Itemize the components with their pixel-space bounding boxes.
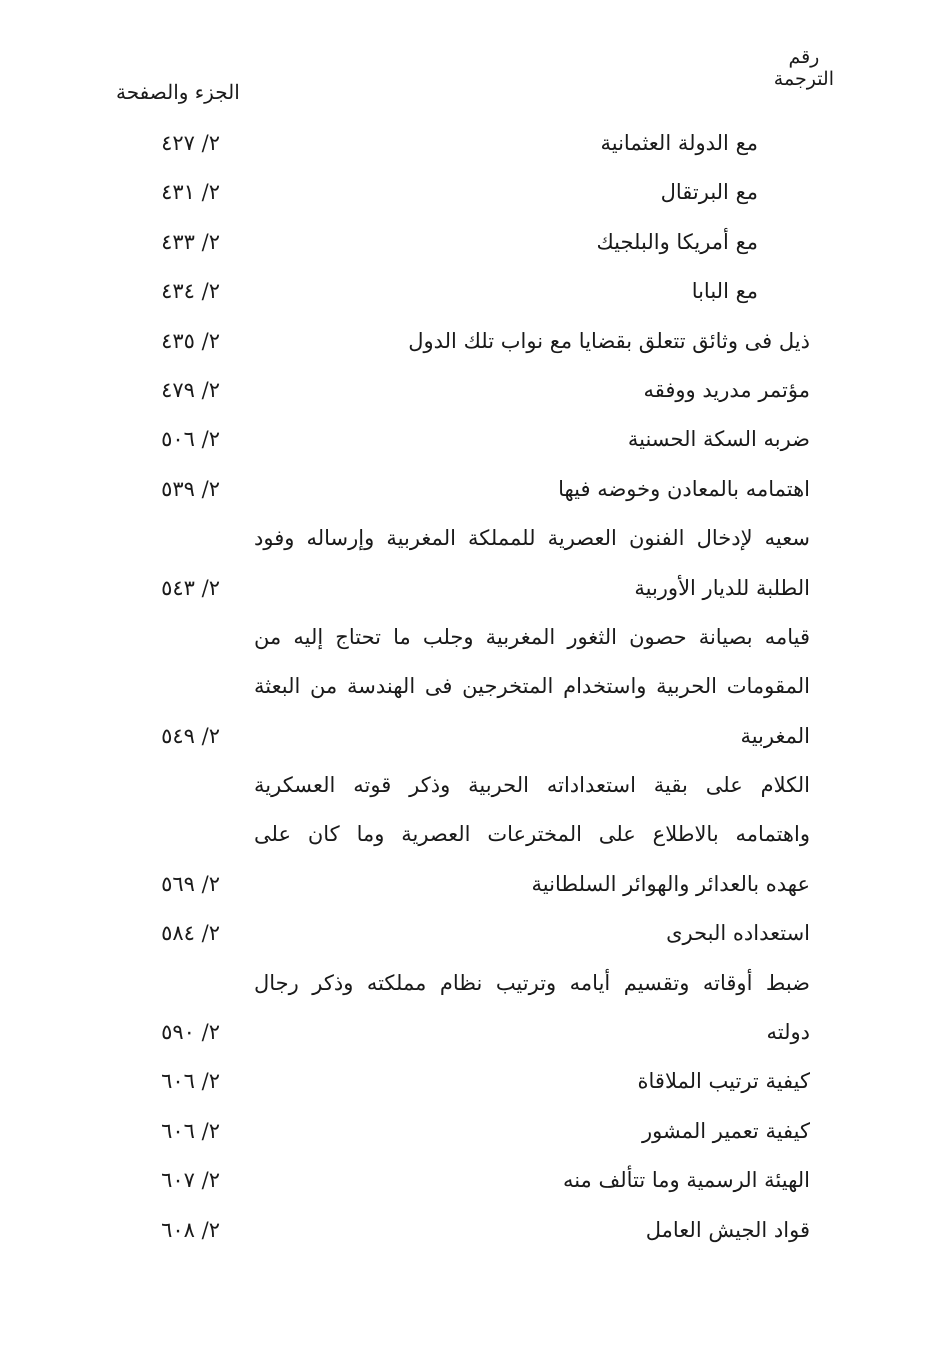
- entry-page: ٢/ ٦٠٦: [161, 1069, 220, 1094]
- toc-entry: [0, 316, 938, 365]
- entry-title: كيفية ترتيب الملاقاة: [637, 1069, 810, 1094]
- toc-entry: [0, 414, 938, 463]
- toc-entry: [0, 760, 938, 809]
- entry-title: الهيئة الرسمية وما تتألف منه: [562, 1168, 810, 1193]
- entry-title: اهتمامه بالمعادن وخوضه فيها: [558, 476, 810, 501]
- entry-page: ٢/ ٤٢٧: [161, 131, 220, 155]
- entry-title: المقومات الحربية واستخدام المتخرجين فى الهندسة من البعثة: [254, 674, 810, 699]
- toc-entry: [0, 1106, 938, 1155]
- entry-page: ٢/ ٤٣٤: [161, 279, 220, 304]
- toc-entry: [0, 711, 938, 760]
- toc-entry: [0, 266, 938, 315]
- toc-entry: [0, 661, 938, 710]
- column-header-translation-number: [774, 46, 834, 90]
- entry-page: ٢/ ٦٠٦: [161, 1118, 220, 1143]
- entry-title: مع الدولة العثمانية: [600, 131, 758, 155]
- table-of-contents: [0, 118, 938, 1254]
- header-number-line1: رقم: [788, 46, 820, 68]
- entry-title: مع البابا: [691, 279, 758, 304]
- entry-page: ٢/ ٦٠٧: [161, 1168, 220, 1193]
- toc-entry: [0, 217, 938, 266]
- entry-title: قواد الجيش العامل: [645, 1217, 810, 1242]
- toc-entry: [0, 513, 938, 562]
- toc-entry: [0, 167, 938, 216]
- toc-entry: [0, 563, 938, 612]
- toc-entry: [0, 612, 938, 661]
- entry-page: ٢/ ٤٧٩: [161, 377, 220, 402]
- entry-title: واهتمامه بالاطلاع على المخترعات العصرية وما كان على: [254, 822, 810, 847]
- toc-entry: [0, 1205, 938, 1254]
- toc-entry: [0, 859, 938, 908]
- entry-page: ٢/ ٥٦٩: [161, 871, 220, 896]
- entry-title: عهده بالعدائر والهوائر السلطانية: [531, 871, 810, 896]
- entry-title: المغربية: [740, 723, 810, 748]
- entry-title: سعيه لإدخال الفنون العصرية للمملكة المغربية وإرساله وفود: [254, 526, 810, 551]
- entry-title: ضربه السكة الحسنية: [627, 427, 810, 452]
- toc-entry: [0, 1056, 938, 1105]
- entry-title: دولته: [766, 1020, 810, 1045]
- column-header-volume-page: الجزء والصفحة: [116, 80, 240, 104]
- entry-title: ضبط أوقاته وتقسيم أيامه وترتيب نظام مملكته وذكر رجال: [254, 970, 810, 995]
- entry-title: قيامه بصيانة حصون الثغور المغربية وجلب ما تحتاج إليه من: [254, 624, 810, 649]
- entry-title: مع أمريكا والبلجيك: [596, 229, 758, 254]
- toc-entry: [0, 464, 938, 513]
- entry-title: الطلبة للديار الأوربية: [634, 575, 810, 600]
- entry-title: مؤتمر مدريد ووفقه: [643, 377, 810, 402]
- entry-page: ٢/ ٥٩٠: [161, 1020, 220, 1045]
- entry-title: كيفية تعمير المشور: [641, 1118, 810, 1143]
- toc-entry: [0, 1155, 938, 1204]
- entry-title: استعداده البحرى: [666, 921, 810, 946]
- toc-entry: [0, 365, 938, 414]
- entry-page: ٢/ ٦٠٨: [161, 1217, 220, 1242]
- entry-title: مع البرتقال: [660, 180, 758, 205]
- toc-entry: [0, 809, 938, 858]
- toc-entry: [0, 118, 938, 167]
- entry-page: ٢/ ٤٣٣: [161, 229, 220, 254]
- entry-page: ٢/ ٥٣٩: [161, 476, 220, 501]
- toc-entry: [0, 908, 938, 957]
- entry-page: ٢/ ٤٣٥: [161, 328, 220, 353]
- entry-page: ٢/ ٥٤٩: [161, 723, 220, 748]
- entry-title: ذيل فى وثائق تتعلق بقضايا مع نواب تلك الدول: [408, 328, 810, 353]
- entry-page: ٢/ ٥٨٤: [161, 921, 220, 946]
- toc-entry: [0, 1007, 938, 1056]
- header-number-line2: الترجمة: [773, 68, 834, 90]
- toc-entry: [0, 958, 938, 1007]
- entry-page: ٢/ ٤٣١: [161, 180, 220, 205]
- entry-title: الكلام على بقية استعداداته الحربية وذكر قوته العسكرية: [254, 773, 810, 798]
- entry-page: ٢/ ٥٤٣: [161, 575, 220, 600]
- entry-page: ٢/ ٥٠٦: [161, 427, 220, 452]
